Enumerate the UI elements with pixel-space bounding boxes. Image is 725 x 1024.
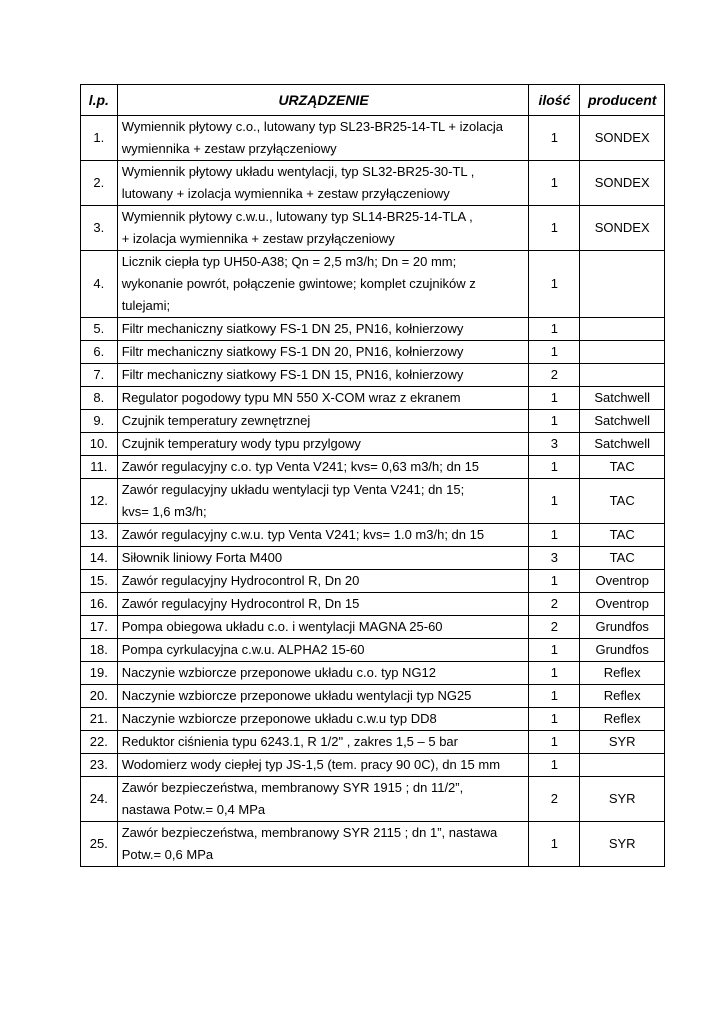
row-description: Filtr mechaniczny siatkowy FS-1 DN 20, PN16, kołnierzowy	[117, 341, 529, 364]
table-row	[81, 731, 665, 754]
row-producer	[580, 754, 665, 777]
row-producer: Satchwell	[580, 433, 665, 456]
table-row	[81, 161, 665, 206]
row-lp: 2.	[81, 161, 118, 206]
row-producer: TAC	[580, 547, 665, 570]
row-description: Czujnik temperatury zewnętrznej	[117, 410, 529, 433]
row-producer: Grundfos	[580, 616, 665, 639]
row-lp: 19.	[81, 662, 118, 685]
table-row	[81, 456, 665, 479]
row-description: Naczynie wzbiorcze przeponowe układu c.o. typ NG12	[117, 662, 529, 685]
row-quantity: 1	[529, 524, 580, 547]
row-producer: Reflex	[580, 662, 665, 685]
row-description: Czujnik temperatury wody typu przylgowy	[117, 433, 529, 456]
table-row	[81, 639, 665, 662]
row-quantity: 1	[529, 456, 580, 479]
row-producer	[580, 341, 665, 364]
row-description: Pompa cyrkulacyjna c.w.u. ALPHA2 15-60	[117, 639, 529, 662]
row-description: Zawór regulacyjny Hydrocontrol R, Dn 15	[117, 593, 529, 616]
table-row	[81, 570, 665, 593]
row-quantity: 2	[529, 593, 580, 616]
row-description: Wymiennik płytowy układu wentylacji, typ SL32-BR25-30-TL , lutowany + izolacja wymiennika + zestaw przyłączeniowy	[117, 161, 529, 206]
row-lp: 4.	[81, 251, 118, 318]
row-lp: 21.	[81, 708, 118, 731]
row-quantity: 2	[529, 777, 580, 822]
table-row	[81, 479, 665, 524]
row-description: Wymiennik płytowy c.w.u., lutowany typ SL14-BR25-14-TLA , + izolacja wymiennika + zestaw przyłączeniowy	[117, 206, 529, 251]
row-lp: 7.	[81, 364, 118, 387]
row-lp: 15.	[81, 570, 118, 593]
row-lp: 9.	[81, 410, 118, 433]
table-row	[81, 387, 665, 410]
table-row	[81, 708, 665, 731]
row-lp: 24.	[81, 777, 118, 822]
row-lp: 6.	[81, 341, 118, 364]
row-description: Zawór regulacyjny c.w.u. typ Venta V241; kvs= 1.0 m3/h; dn 15	[117, 524, 529, 547]
table-row	[81, 777, 665, 822]
row-description: Zawór regulacyjny c.o. typ Venta V241; kvs= 0,63 m3/h; dn 15	[117, 456, 529, 479]
row-lp: 3.	[81, 206, 118, 251]
row-quantity: 1	[529, 570, 580, 593]
row-lp: 25.	[81, 822, 118, 867]
row-quantity: 1	[529, 161, 580, 206]
table-row	[81, 822, 665, 867]
row-lp: 10.	[81, 433, 118, 456]
header-producer: producent	[580, 85, 665, 116]
row-quantity: 3	[529, 433, 580, 456]
row-description: Zawór bezpieczeństwa, membranowy SYR 2115 ; dn 1”, nastawa Potw.= 0,6 MPa	[117, 822, 529, 867]
row-description: Licznik ciepła typ UH50-A38; Qn = 2,5 m3/h; Dn = 20 mm; wykonanie powrót, połączenie gwintowe; komplet czujników z tulejami;	[117, 251, 529, 318]
table-row	[81, 410, 665, 433]
row-quantity: 1	[529, 318, 580, 341]
row-lp: 8.	[81, 387, 118, 410]
row-producer: Grundfos	[580, 639, 665, 662]
row-lp: 16.	[81, 593, 118, 616]
row-producer	[580, 318, 665, 341]
row-lp: 22.	[81, 731, 118, 754]
row-lp: 13.	[81, 524, 118, 547]
table-row	[81, 318, 665, 341]
row-producer: TAC	[580, 479, 665, 524]
row-lp: 18.	[81, 639, 118, 662]
row-quantity: 1	[529, 662, 580, 685]
row-producer	[580, 251, 665, 318]
row-description: Wodomierz wody ciepłej typ JS-1,5 (tem. pracy 90 0C), dn 15 mm	[117, 754, 529, 777]
table-row	[81, 547, 665, 570]
table-row	[81, 754, 665, 777]
table-row	[81, 616, 665, 639]
table-row	[81, 433, 665, 456]
table-row	[81, 251, 665, 318]
row-lp: 1.	[81, 116, 118, 161]
row-description: Filtr mechaniczny siatkowy FS-1 DN 25, PN16, kołnierzowy	[117, 318, 529, 341]
row-description: Naczynie wzbiorcze przeponowe układu c.w.u typ DD8	[117, 708, 529, 731]
table-body	[81, 116, 665, 867]
table-row	[81, 593, 665, 616]
row-quantity: 1	[529, 731, 580, 754]
row-lp: 17.	[81, 616, 118, 639]
table-row	[81, 685, 665, 708]
row-quantity: 1	[529, 685, 580, 708]
row-quantity: 2	[529, 364, 580, 387]
row-description: Regulator pogodowy typu MN 550 X-COM wraz z ekranem	[117, 387, 529, 410]
row-quantity: 1	[529, 479, 580, 524]
row-lp: 11.	[81, 456, 118, 479]
row-description: Reduktor ciśnienia typu 6243.1, R 1/2" , zakres 1,5 – 5 bar	[117, 731, 529, 754]
row-lp: 5.	[81, 318, 118, 341]
row-producer: TAC	[580, 524, 665, 547]
row-quantity: 1	[529, 116, 580, 161]
row-producer: SONDEX	[580, 206, 665, 251]
row-producer: TAC	[580, 456, 665, 479]
row-producer: Satchwell	[580, 410, 665, 433]
row-producer: SONDEX	[580, 116, 665, 161]
row-description: Wymiennik płytowy c.o., lutowany typ SL23-BR25-14-TL + izolacja wymiennika + zestaw przyłączeniowy	[117, 116, 529, 161]
row-producer: SYR	[580, 731, 665, 754]
header-qty: ilość	[529, 85, 580, 116]
table-header-row	[81, 85, 665, 116]
table-row	[81, 341, 665, 364]
row-description: Zawór regulacyjny Hydrocontrol R, Dn 20	[117, 570, 529, 593]
row-lp: 12.	[81, 479, 118, 524]
row-producer: Satchwell	[580, 387, 665, 410]
row-quantity: 1	[529, 639, 580, 662]
row-lp: 23.	[81, 754, 118, 777]
table-row	[81, 206, 665, 251]
row-quantity: 1	[529, 410, 580, 433]
header-device: URZĄDZENIE	[117, 85, 529, 116]
row-lp: 14.	[81, 547, 118, 570]
row-quantity: 1	[529, 708, 580, 731]
row-description: Naczynie wzbiorcze przeponowe układu wentylacji typ NG25	[117, 685, 529, 708]
row-description: Zawór regulacyjny układu wentylacji typ Venta V241; dn 15; kvs= 1,6 m3/h;	[117, 479, 529, 524]
row-producer: SONDEX	[580, 161, 665, 206]
table-row	[81, 662, 665, 685]
header-lp: l.p.	[81, 85, 118, 116]
row-lp: 20.	[81, 685, 118, 708]
row-quantity: 1	[529, 251, 580, 318]
row-quantity: 1	[529, 206, 580, 251]
table-row	[81, 524, 665, 547]
equipment-table	[80, 84, 665, 867]
row-quantity: 3	[529, 547, 580, 570]
row-quantity: 2	[529, 616, 580, 639]
row-producer: Reflex	[580, 708, 665, 731]
row-producer: Oventrop	[580, 593, 665, 616]
row-description: Zawór bezpieczeństwa, membranowy SYR 1915 ; dn 11/2”, nastawa Potw.= 0,4 MPa	[117, 777, 529, 822]
row-producer: SYR	[580, 822, 665, 867]
table-row	[81, 364, 665, 387]
row-producer: SYR	[580, 777, 665, 822]
row-quantity: 1	[529, 341, 580, 364]
row-description: Siłownik liniowy Forta M400	[117, 547, 529, 570]
table-row	[81, 116, 665, 161]
row-quantity: 1	[529, 387, 580, 410]
row-producer: Oventrop	[580, 570, 665, 593]
row-description: Pompa obiegowa układu c.o. i wentylacji MAGNA 25-60	[117, 616, 529, 639]
row-producer: Reflex	[580, 685, 665, 708]
row-description: Filtr mechaniczny siatkowy FS-1 DN 15, PN16, kołnierzowy	[117, 364, 529, 387]
row-quantity: 1	[529, 754, 580, 777]
row-quantity: 1	[529, 822, 580, 867]
row-producer	[580, 364, 665, 387]
